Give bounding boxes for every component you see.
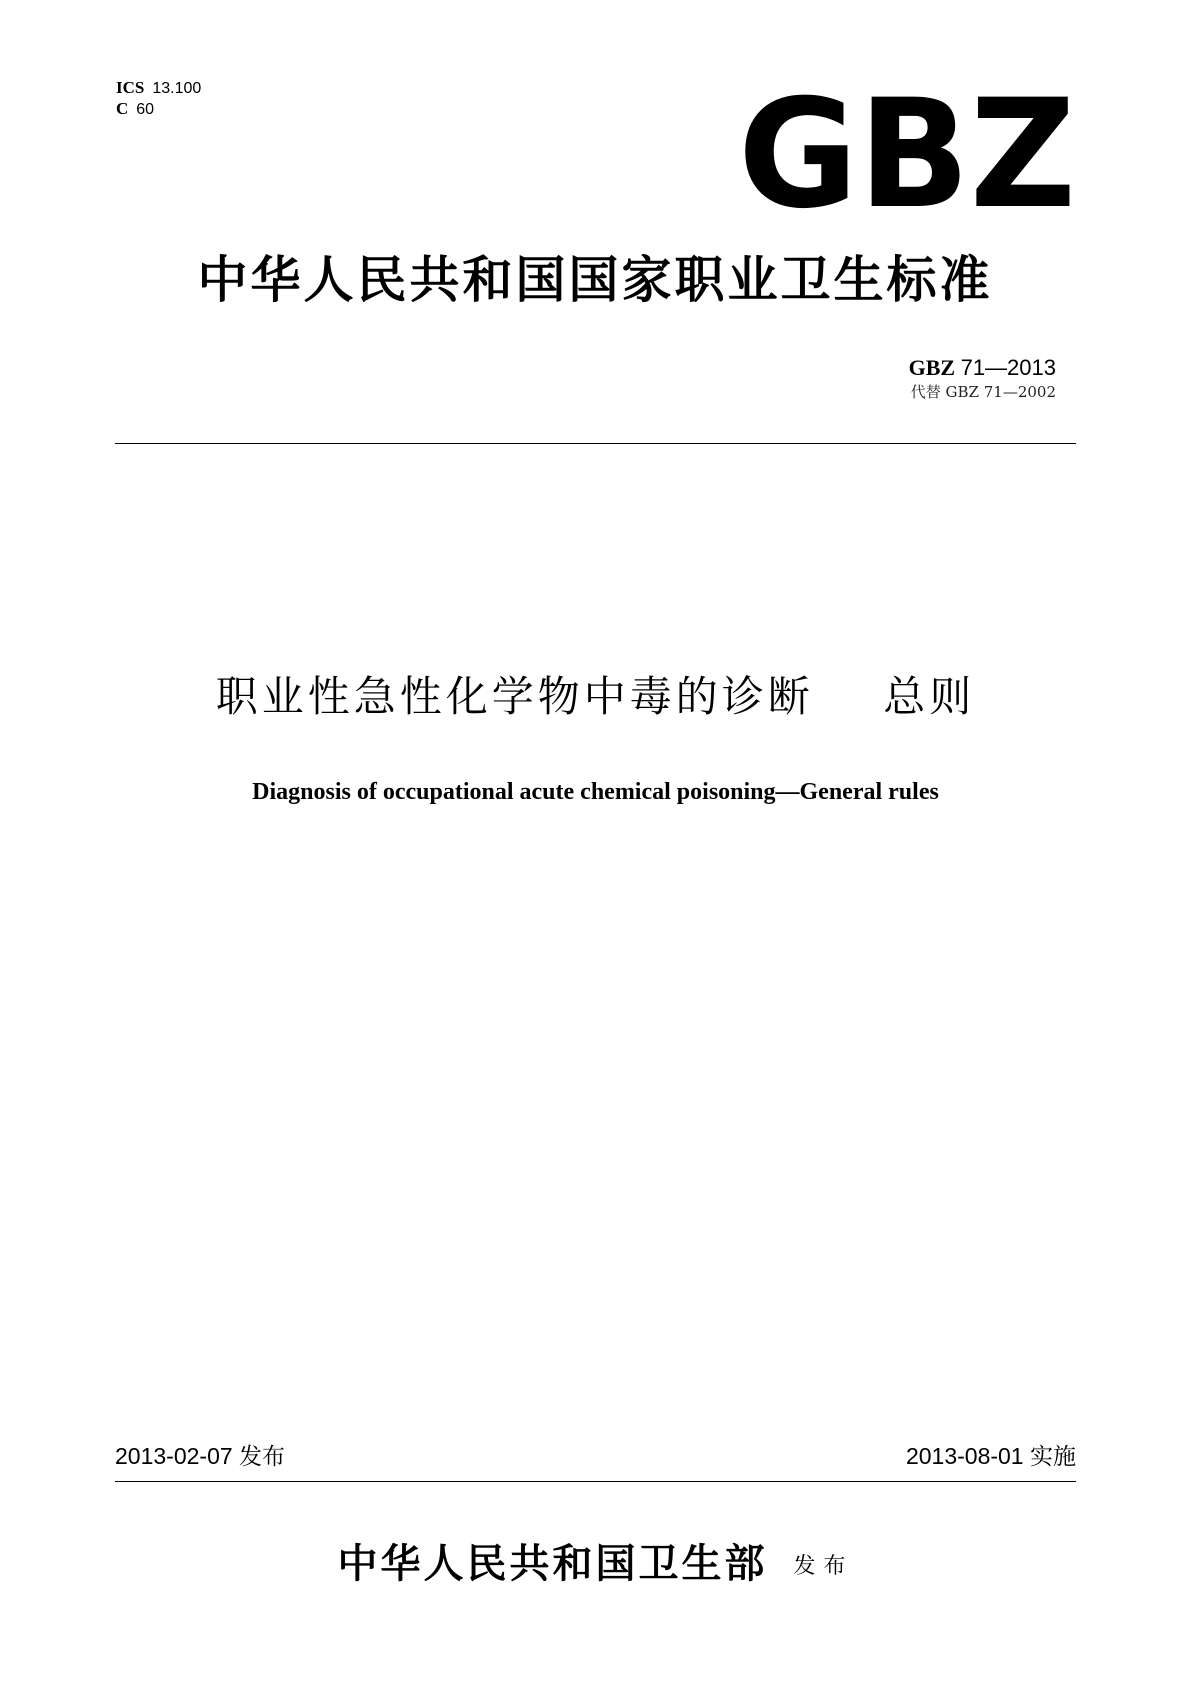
standard-code-prefix: GBZ bbox=[908, 355, 956, 380]
implementation-date: 2013-08-01 实施 bbox=[905, 1443, 1076, 1469]
ccs-line bbox=[116, 99, 201, 120]
replaces-standard: 代替 GBZ 71—2002 bbox=[910, 383, 1056, 401]
standard-code-number: 71—2013 bbox=[960, 355, 1056, 380]
publisher-name: 中华人民共和国卫生部 bbox=[337, 1540, 768, 1587]
header-divider bbox=[115, 443, 1076, 444]
issue-date: 2013-02-07 发布 bbox=[115, 1443, 286, 1469]
publish-verb: 发布 bbox=[793, 1554, 854, 1579]
ics-line bbox=[116, 78, 201, 99]
document-title-cn: 职业性急性化学物中毒的诊断 总则 bbox=[215, 672, 976, 721]
ics-label: ICS bbox=[116, 78, 145, 97]
footer-divider bbox=[115, 1481, 1076, 1482]
document-title-en: Diagnosis of occupational acute chemical poisoning—General rules bbox=[252, 779, 939, 805]
standard-category-title: 中华人民共和国国家职业卫生标准 bbox=[197, 250, 993, 309]
publisher-line bbox=[0, 1536, 1191, 1601]
gbz-logo bbox=[737, 92, 1077, 210]
gbz-logo-text: GBZ bbox=[738, 92, 1076, 210]
ccs-code: 60 bbox=[136, 101, 155, 118]
ics-code: 13.100 bbox=[152, 80, 202, 97]
classification-codes bbox=[116, 78, 201, 120]
ccs-label: C bbox=[116, 99, 129, 118]
standard-number bbox=[909, 355, 1056, 381]
